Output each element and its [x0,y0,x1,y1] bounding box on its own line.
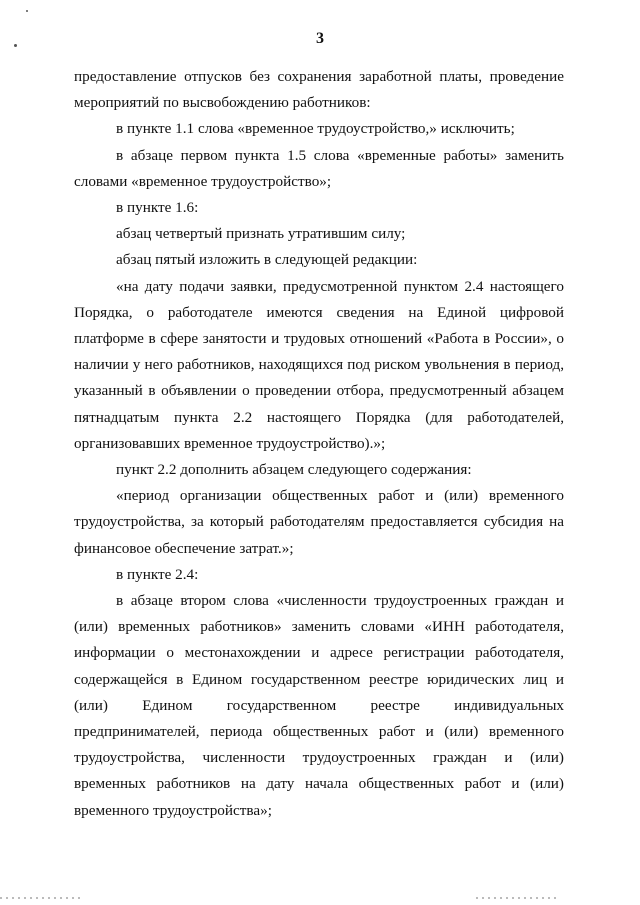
paragraph-1: предоставление отпусков без сохранения заработной платы, проведение мероприятий по высвобождению работников: [74,68,564,112]
page-number: 3 [316,30,324,47]
scan-noise [0,897,80,899]
paragraph-8: пункт 2.2 дополнить абзацем следующего содержания: [116,461,472,479]
paragraph-10: в пункте 2.4: [116,565,199,583]
paragraph-3: в абзаце первом пункта 1.5 слова «временные работы» заменить словами «временное трудоустройство»; [74,146,564,190]
scan-speck [26,10,28,12]
scan-speck [14,44,17,47]
paragraph-4: в пункте 1.6: [116,199,199,217]
paragraph-11: в абзаце втором слова «численности трудоустроенных граждан и (или) временных работников» заменить словами «ИНН работодателя, информации о местонахождении и адресе регистрации работодателя, содержащейся в Едином государственном реестре юридических лиц и (или) Едином государственном реестре индивидуальных предпринимателей, периода общественных работ и (или) временного трудоустройства, численности трудоустроенных граждан и (или) временных работников на дату начала общественных работ и (или) временного трудоустройства»; [74,592,564,819]
paragraph-2: в пункте 1.1 слова «временное трудоустройство,» исключить; [116,120,515,138]
scan-noise [476,897,560,899]
paragraph-5: абзац четвертый признать утратившим силу; [116,225,406,243]
paragraph-7: «на дату подачи заявки, предусмотренной пунктом 2.4 настоящего Порядка, о работодателе имеются сведения на Единой цифровой платформе в сфере занятости и трудовых отношений «Работа в России», о наличии у него работников, находящихся под риском увольнения в период, указанный в объявлении о проведении отбора, предусмотренный абзацем пятнадцатым пункта 2.2 настоящего Порядка (для работодателей, организовавших временное трудоустройство).»; [74,277,564,452]
paragraph-9: «период организации общественных работ и (или) временного трудоустройства, за который работодателям предоставляется субсидия на финансовое обеспечение затрат.»; [74,487,564,557]
paragraph-6: абзац пятый изложить в следующей редакции: [116,251,418,269]
document-body [74,64,564,824]
